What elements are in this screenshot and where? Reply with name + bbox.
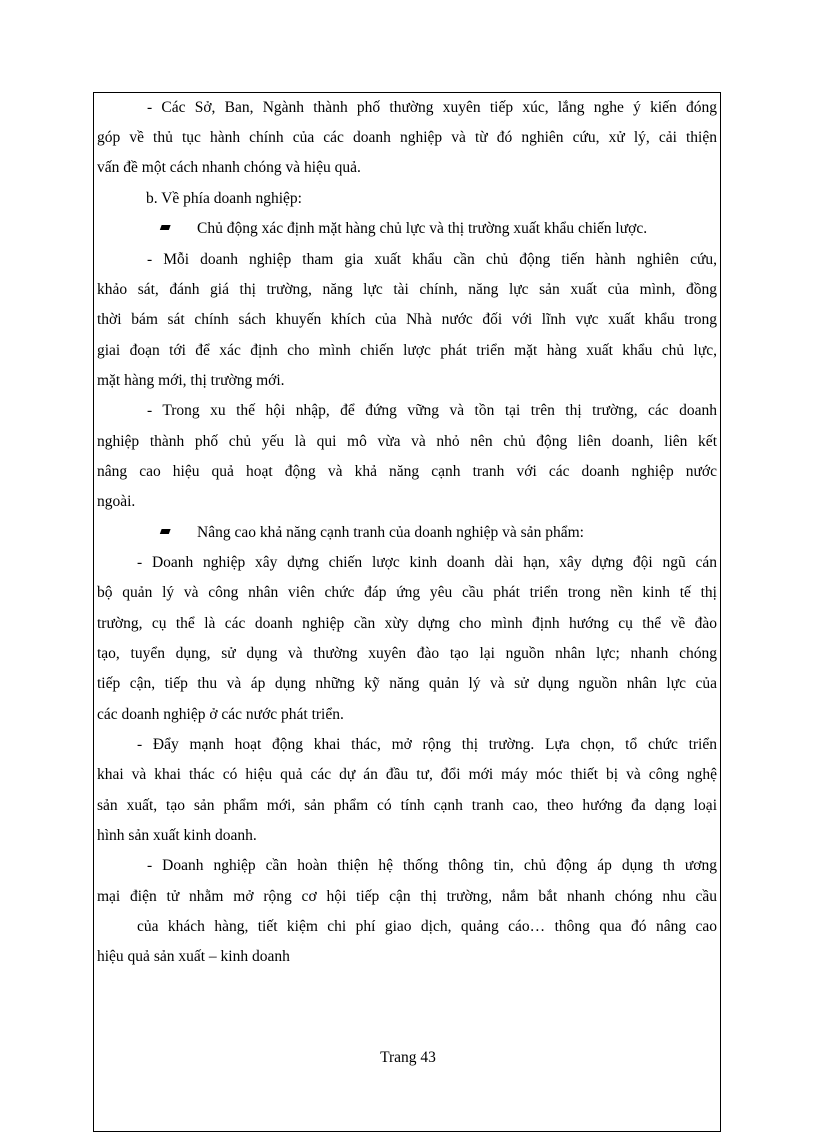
text-line: mặt hàng mới, thị trường mới. <box>97 372 285 389</box>
text-line: - Doanh nghiệp xây dựng chiến lược kinh doanh dài hạn, xây dựng đội ngũ cán <box>137 554 717 571</box>
text-line: tiếp cận, tiếp thu và áp dụng những kỹ năng quản lý và sử dụng nguồn nhân lực của <box>97 675 717 692</box>
text-line: khai và khai thác có hiệu quả các dự án đầu tư, đổi mới máy móc thiết bị và công nghệ <box>97 766 717 783</box>
text-line: bộ quản lý và công nhân viên chức đáp ứng yêu cầu phát triển trong nền kinh tế thị <box>97 584 717 601</box>
text-line: vấn đề một cách nhanh chóng và hiệu quả. <box>97 159 361 176</box>
bullet-item <box>160 518 717 548</box>
bullet-text: Nâng cao khả năng cạnh tranh của doanh nghiệp và sản phẩm: <box>197 524 584 541</box>
text-line: mại điện tử nhằm mở rộng cơ hội tiếp cận thị trường, nắm bắt nhanh chóng nhu cầu <box>97 888 717 905</box>
text-line: sản xuất, tạo sản phẩm mới, sản phẩm có tính cạnh tranh cao, theo hướng đa dạng loại <box>97 797 717 814</box>
text-line: - Doanh nghiệp cần hoàn thiện hệ thống thông tin, chủ động áp dụng th ương <box>147 857 717 874</box>
bullet-icon <box>160 225 171 230</box>
text-line: của khách hàng, tiết kiệm chi phí giao dịch, quảng cáo… thông qua đó nâng cao <box>137 918 717 935</box>
text-line: - Mỗi doanh nghiệp tham gia xuất khẩu cần chủ động tiến hành nghiên cứu, <box>147 251 717 268</box>
bullet-text: Chủ động xác định mặt hàng chủ lực và thị trường xuất khẩu chiến lược. <box>197 220 648 237</box>
text-line: thời bám sát chính sách khuyến khích của Nhà nước đối với lĩnh vực xuất khẩu trong <box>97 311 717 328</box>
bullet-item <box>160 214 717 244</box>
text-line: hiệu quả sản xuất – kinh doanh <box>97 948 290 965</box>
text-line: các doanh nghiệp ở các nước phát triển. <box>97 706 344 723</box>
text-line: - Trong xu thế hội nhập, để đứng vững và tồn tại trên thị trường, các doanh <box>147 402 717 419</box>
text-line: trường, cụ thể là các doanh nghiệp cần xừy dựng cho mình định hướng cụ thể về đào <box>97 615 717 632</box>
text-line: giai đoạn tới để xác định cho mình chiến lược phát triển mặt hàng xuất khẩu chủ lực, <box>97 342 717 359</box>
text-line: nâng cao hiệu quả hoạt động và khả năng cạnh tranh với các doanh nghiệp nước <box>97 463 717 480</box>
text-line: tạo, tuyển dụng, sử dụng và thường xuyên đào tạo lại nguồn nhân lực; nhanh chóng <box>97 645 717 662</box>
text-line: góp về thủ tục hành chính của các doanh nghiệp và từ đó nghiên cứu, xử lý, cải thiện <box>97 129 717 146</box>
text-line: khảo sát, đánh giá thị trường, năng lực tài chính, năng lực sản xuất của mình, đồng <box>97 281 717 298</box>
page-number: Trang 43 <box>380 1049 436 1066</box>
text-line: nghiệp thành phố chủ yếu là qui mô vừa và nhỏ nên chủ động liên doanh, liên kết <box>97 433 717 450</box>
section-heading: b. Về phía doanh nghiệp: <box>146 190 302 207</box>
text-line: hình sản xuất kinh doanh. <box>97 827 257 844</box>
bullet-icon <box>160 529 171 534</box>
text-line: - Đẩy mạnh hoạt động khai thác, mở rộng thị trường. Lựa chọn, tổ chức triển <box>137 736 717 753</box>
text-line: - Các Sở, Ban, Ngành thành phố thường xuyên tiếp xúc, lắng nghe ý kiến đóng <box>147 99 717 116</box>
text-line: ngoài. <box>97 493 136 510</box>
